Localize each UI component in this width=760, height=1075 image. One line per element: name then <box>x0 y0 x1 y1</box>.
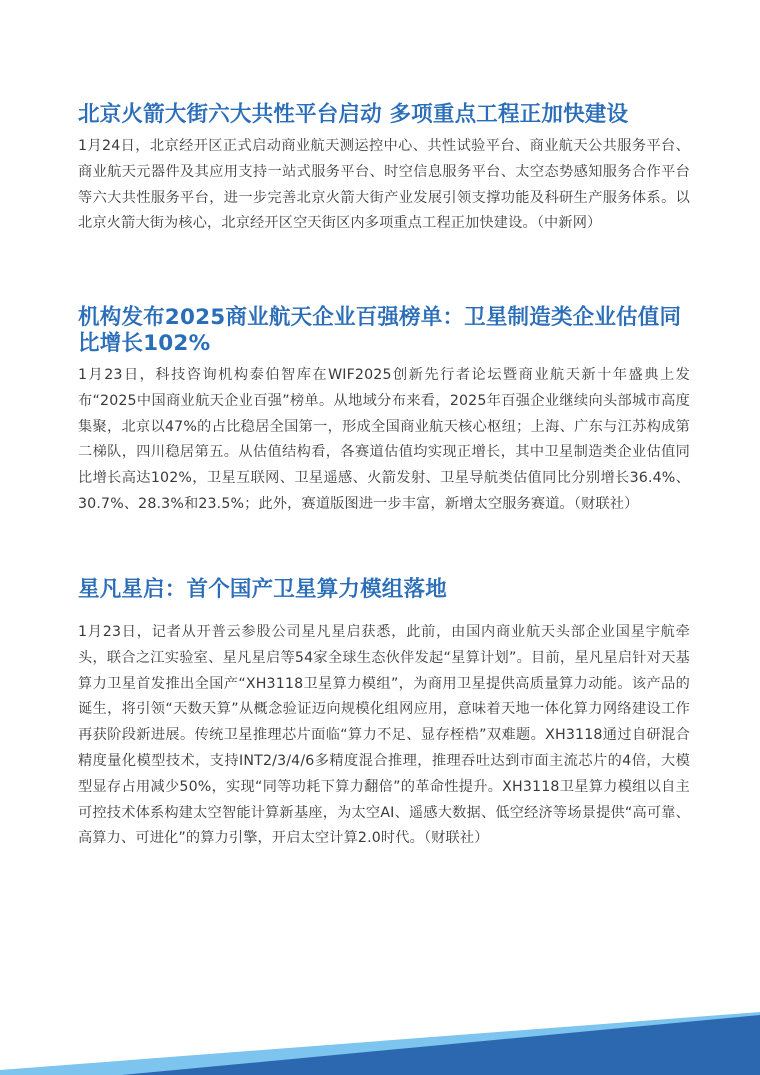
article-body: 1月23日，科技咨询机构泰伯智库在WIF2025创新先行者论坛暨商业航天新十年盛典上发布“2025中国商业航天企业百强”榜单。从地域分布来看，2025年百强企业继续向头部城市高度集聚，北京以47%的占比稳居全国第一，形成全国商业航天核心枢纽；上海、广东与江苏构成第二梯队，四川稳居第五。从估值结构看，各赛道估值均实现正增长，其中卫星制造类企业估值同比增长高达102%，卫星互联网、卫星遥感、火箭发射、卫星导航类估值同比分别增长36.4%、30.7%、28.3%和23.5%；此外，赛道版图进一步丰富，新增太空服务赛道。（财联社） <box>78 367 690 512</box>
article-rocket-street <box>78 102 690 237</box>
dark-blue-stripe <box>122 1015 760 1075</box>
article-body: 1月24日，北京经开区正式启动商业航天测运控中心、共性试验平台、商业航天公共服务平台、商业航天元器件及其应用支持一站式服务平台、时空信息服务平台、太空态势感知服务合作平台等六大共性服务平台，进一步完善北京火箭大街产业发展引领支撑功能及科研生产服务体系。以北京火箭大街为核心，北京经开区空天街区内多项重点工程正加快建设。（中新网） <box>78 138 690 232</box>
article-satellite-compute-module <box>78 577 690 852</box>
article-body: 1月23日，记者从开普云参股公司星凡星启获悉，此前，由国内商业航天头部企业国星宇航牵头，联合之江实验室、星凡星启等54家全球生态伙伴发起“星算计划”。目前，星凡星启针对天基算力卫星首发推出全国产“XH3118卫星算力模组”，为商用卫星提供高质量算力动能。该产品的诞生，将引领“天数天算”从概念验证迈向规模化组网应用，意味着天地一体化算力网络建设工作再获阶段新进展。传统卫星推理芯片面临“算力不足、显存桎梏”双难题。XH3118通过自研混合精度量化模型技术，支持INT2/3/4/6多精度混合推理，推理吞吐达到市面主流芯片的4倍，大模型显存占用减少50%，实现“同等功耗下算力翻倍”的革命性提升。XH3118卫星算力模组以自主可控技术体系构建太空智能计算新基座，为太空AI、遥感大数据、低空经济等场景提供“高可靠、高算力、可进化”的算力引擎，开启太空计算2.0时代。（财联社） <box>78 624 690 847</box>
article-headline: 机构发布2025商业航天企业百强榜单：卫星制造类企业估值同比增长102% <box>78 305 682 356</box>
article-top100-ranking <box>78 305 690 518</box>
article-headline: 星凡星启：首个国产卫星算力模组落地 <box>78 577 447 602</box>
article-headline: 北京火箭大街六大共性平台启动 多项重点工程正加快建设 <box>78 102 629 127</box>
footer-decorative-stripes <box>0 1000 760 1075</box>
